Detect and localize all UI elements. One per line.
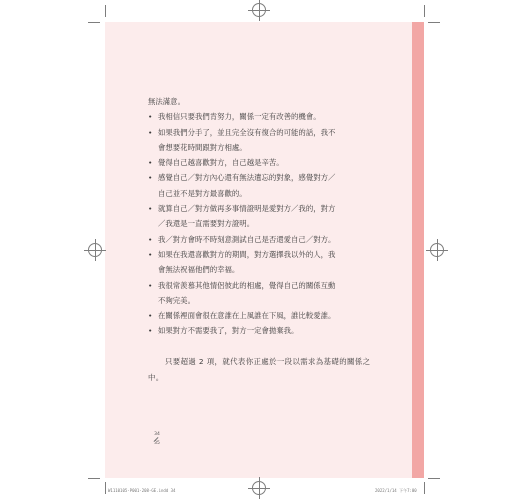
bullet-text: 如果我們分手了，並且完全沒有復合的可能的話，我不: [158, 127, 336, 137]
crop-mark-top-right-v: [424, 5, 425, 17]
bullet-item-continuation: [148, 262, 383, 277]
bullet-item: [148, 201, 383, 216]
bullet-dot: •: [148, 173, 153, 183]
bullet-text: 如果對方不需要我了，對方一定會拋棄我。: [158, 326, 299, 336]
bullet-item-continuation: [148, 140, 383, 155]
bullet-dot: •: [148, 249, 153, 259]
bullet-text: 我相信只要我們肯努力，關係一定有改善的機會。: [158, 112, 321, 122]
bullet-item: [148, 247, 383, 262]
body-text: [148, 94, 383, 339]
crop-mark-top-right: [428, 22, 440, 23]
bullet-item-continuation: [148, 293, 383, 308]
crop-mark-bottom-right-v: [424, 482, 425, 494]
slug-left: W1110105-P001-208-GE.indd 34: [108, 488, 176, 493]
bullet-text: 覺得自己越喜歡對方，自己越是辛苦。: [158, 158, 284, 168]
crop-mark-top-left-v: [105, 5, 106, 17]
bullet-text: 我／對方會時不時刻意測試自己是否還愛自己／對方。: [158, 234, 336, 244]
registration-mark-right: [430, 243, 444, 257]
bullet-text: 會無法祝福他們的幸福。: [158, 265, 240, 275]
bullet-dot: •: [148, 311, 153, 321]
bullet-dot: •: [148, 204, 153, 214]
bullet-list: [148, 109, 383, 338]
bullet-item: [148, 278, 383, 293]
bullet-item: [148, 155, 383, 170]
bullet-text: 自己並不是對方最喜歡的。: [158, 188, 247, 198]
registration-mark-left: [88, 243, 102, 257]
bullet-text: 會想要花時間跟對方相處。: [158, 142, 247, 152]
bullet-item: [148, 308, 383, 323]
bullet-text: 如果在我還喜歡對方的期間，對方選擇我以外的人，我: [158, 249, 336, 259]
bullet-item: [148, 232, 383, 247]
bullet-dot: •: [148, 326, 153, 336]
folio-bottom: 35: [154, 441, 160, 446]
registration-mark-bottom: [252, 481, 266, 495]
bullet-item-continuation: [148, 216, 383, 231]
folio-slash: [153, 437, 161, 441]
bullet-text: 在關係裡面會很在意誰在上風誰在下風，誰比較愛誰。: [158, 311, 336, 321]
closing-paragraph: 只要超過 2 項，就代表你正處於一段以需求為基礎的關係之中。: [148, 357, 371, 382]
folio-top: 34: [154, 432, 160, 437]
bullet-text: 不夠完美。: [158, 295, 195, 305]
bullet-text: ／我還是一直需要對方證明。: [158, 219, 255, 229]
bullet-dot: •: [148, 112, 153, 122]
bullet-dot: •: [148, 234, 153, 244]
continuation-line: 無法滿意。: [148, 97, 185, 106]
bullet-dot: •: [148, 280, 153, 290]
bullet-item-continuation: [148, 186, 383, 201]
registration-mark-top: [252, 3, 266, 17]
bullet-dot: •: [148, 127, 153, 137]
bullet-item: [148, 323, 383, 338]
page-folio: [153, 432, 161, 446]
bullet-item: [148, 125, 383, 140]
bullet-dot: •: [148, 158, 153, 168]
bullet-item: [148, 109, 383, 124]
bullet-text: 我很常羨慕其他情侶彼此的相處，覺得自己的關係互動: [158, 280, 336, 290]
bullet-item: [148, 170, 383, 185]
accent-strip: [412, 22, 424, 478]
bullet-text: 就算自己／對方做再多事情證明是愛對方／我的，對方: [158, 204, 336, 214]
crop-mark-bottom-right: [428, 478, 440, 479]
crop-mark-bottom-left-v: [105, 482, 106, 494]
crop-mark-top-left: [88, 22, 100, 23]
bullet-text: 感覺自己／對方內心還有無法遺忘的對象，感覺對方／: [158, 173, 336, 183]
slug-right: 2022/1/14 下午7:00: [375, 488, 417, 493]
crop-mark-bottom-left: [88, 478, 100, 479]
